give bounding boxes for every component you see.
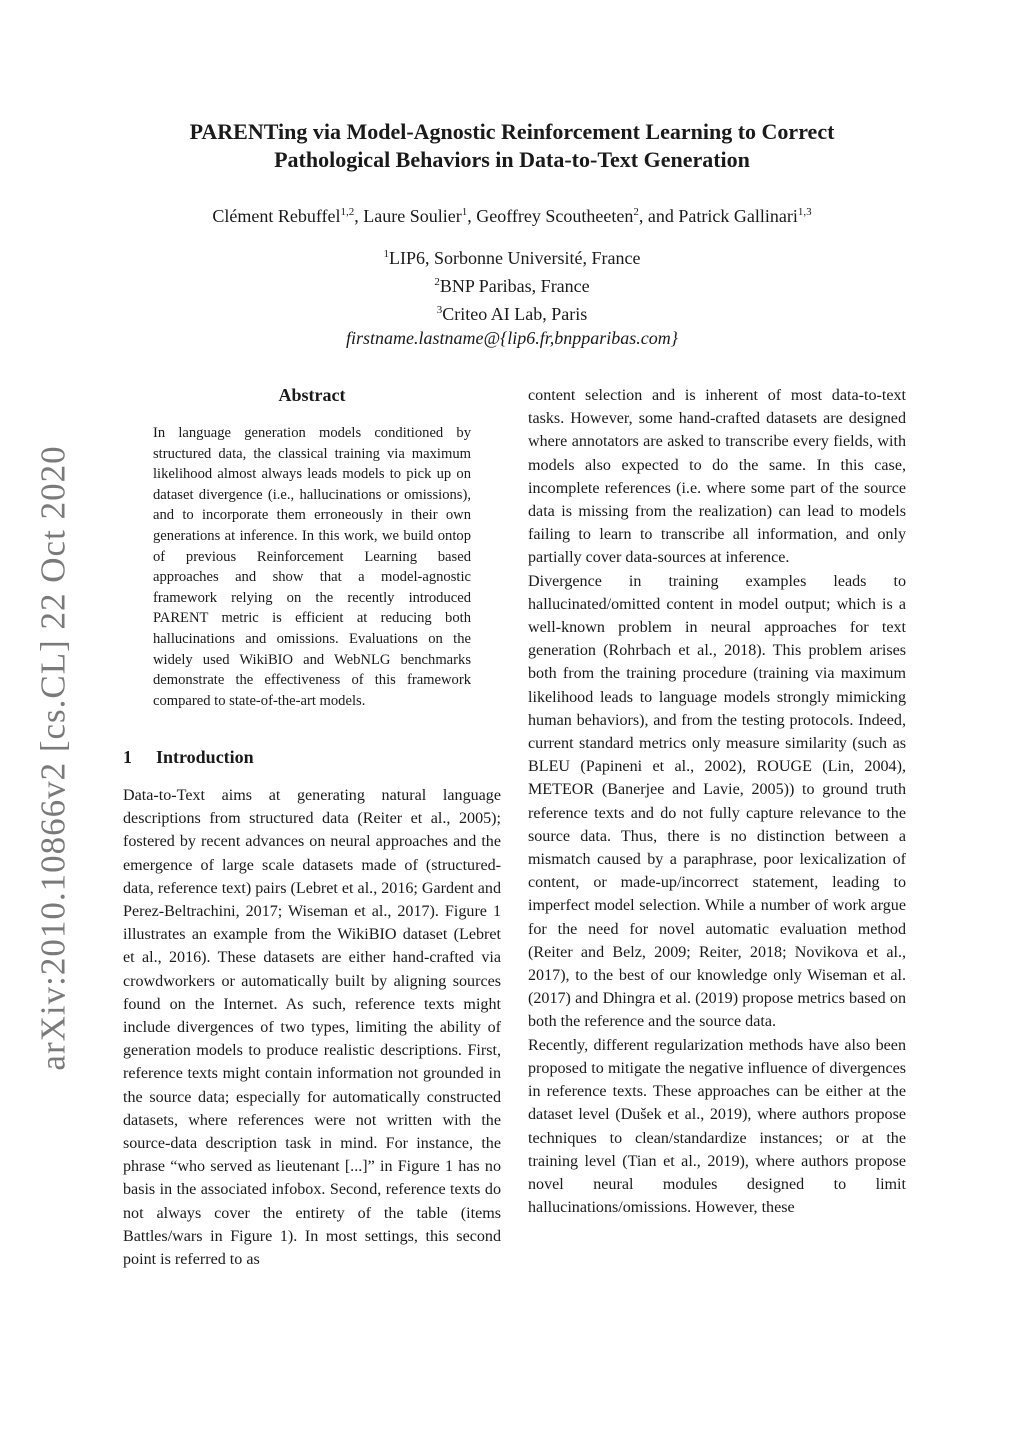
affiliation-mark: 3 bbox=[436, 304, 443, 316]
section-title: Introduction bbox=[156, 747, 254, 767]
author-separator: , and bbox=[638, 206, 679, 226]
affiliation-line bbox=[112, 270, 912, 298]
author-email: firstname.lastname@{lip6.fr,bnpparibas.com} bbox=[346, 328, 678, 348]
author-affiliation-mark: 2 bbox=[633, 206, 639, 218]
affiliation-line bbox=[112, 242, 912, 270]
body-paragraph: Recently, different regularization methods have also been proposed to mitigate the negative influence of divergences in reference texts. These approaches can be either at the dataset level (Dušek et al., 2019), where authors propose techniques to clean/standardize instances; or at the training level (Tian et al., 2019), where authors propose novel neural modules designed to limit hallucinations/omissions. However, these bbox=[528, 1036, 906, 1217]
author-name: Laure Soulier bbox=[363, 206, 462, 226]
affiliation-text: Criteo AI Lab, Paris bbox=[442, 304, 588, 324]
arxiv-id-text: arXiv:2010.10866v2 [cs.CL] 22 Oct 2020 bbox=[34, 445, 74, 1071]
title-line-1: PARENTing via Model-Agnostic Reinforcement Learning to Correct bbox=[189, 119, 835, 144]
affiliation-text: LIP6, Sorbonne Université, France bbox=[389, 248, 641, 268]
affiliation-line bbox=[112, 298, 912, 326]
body-paragraph: Divergence in training examples leads to hallucinated/omitted content in model output; which is a well-known problem in neural approaches for text generation (Rohrbach et al., 2018). This problem arises both from the training procedure (training via maximum likelihood leads to language models strongly mimicking human behaviors), and from the testing protocols. Indeed, current standard metrics only measure similarity (such as BLEU (Papineni et al., 2002), ROUGE (Lin, 2004), METEOR (Banerjee and Lavie, 2005)) to ground truth reference texts and do not fully capture relevance to the source data. Thus, there is no distinction between a mismatch caused by a paraphrase, poor lexicalization of content, or made-up/incorrect statement, leading to imperfect model selection. While a number of work argue for the need for novel automatic evaluation method (Reiter and Belz, 2009; Reiter, 2018; Novikova et al., 2017), to the best of our knowledge only Wiseman et al. (2017) and Dhingra et al. (2019) propose metrics based on both the reference and the source data. bbox=[528, 572, 906, 1031]
author-separator: , bbox=[354, 206, 364, 226]
author-affiliation-mark: 1 bbox=[461, 206, 468, 218]
author-name: Patrick Gallinari bbox=[678, 206, 798, 226]
author-separator: , bbox=[467, 206, 477, 226]
body-paragraph: Data-to-Text aims at generating natural language descriptions from structured data (Reiter et al., 2005); fostered by recent advances on neural approaches and the emergence of large scale datasets made of (structured-data, reference text) pairs (Lebret et al., 2016; Gardent and Perez-Beltrachini, 2017; Wiseman et al., 2017). Figure 1 illustrates an example from the WikiBIO dataset (Lebret et al., 2016). These datasets are either hand-crafted via crowdworkers or automatically built by aligning sources found on the Internet. As such, reference texts might include divergences of two types, limiting the ability of generation models to produce realistic descriptions. First, reference texts might contain information not grounded in the source data; especially for automatically constructed datasets, where references were not written with the source-data description task in mind. For instance, the phrase “who served as lieutenant [...]” in Figure 1 has no basis in the associated infobox. Second, reference texts do not always cover the entirety of the table (items Battles/wars in Figure 1). In most settings, this second point is referred to as bbox=[123, 787, 502, 1269]
title-line-2: Pathological Behaviors in Data-to-Text Generation bbox=[274, 147, 750, 172]
affiliation-list bbox=[112, 242, 912, 350]
author-affiliation-mark: 1,2 bbox=[340, 206, 355, 218]
abstract-text: In language generation models conditioned by structured data, the classical training via maximum likelihood almost always leads models to pick up on dataset divergence (i.e., hallucinations or omissions), and to incorporate them erroneously in their own generations at inference. In this work, we build ontop of previous Reinforcement Learning based approaches and show that a model-agnostic framework relying on the recently introduced PARENT metric is efficient at reducing both hallucinations and omissions. Evaluations on the widely used WikiBIO and WebNLG benchmarks demonstrate the effectiveness of this framework compared to state-of-the-art models. bbox=[153, 425, 471, 709]
abstract-heading: Abstract bbox=[278, 385, 346, 405]
author-list bbox=[112, 200, 912, 228]
right-column-body bbox=[528, 384, 906, 1219]
section-number: 1 bbox=[123, 747, 132, 767]
arxiv-identifier-sidebar bbox=[30, 445, 78, 1071]
body-paragraph: content selection and is inherent of most data-to-text tasks. However, some hand-crafted datasets are designed where annotators are asked to transcribe every fields, with models also expected to do the same. In this case, incomplete references (i.e. where some part of the source data is missing from the realization) can lead to models failing to learn to transcribe all information, and only partially cover data-sources at inference. bbox=[528, 387, 906, 567]
left-column-body bbox=[123, 784, 501, 1271]
paper-title bbox=[112, 118, 912, 174]
affiliation-mark: 1 bbox=[383, 248, 390, 260]
affiliation-text: BNP Paribas, France bbox=[439, 276, 590, 296]
author-name: Geoffrey Scoutheeten bbox=[476, 206, 634, 226]
author-name: Clément Rebuffel bbox=[212, 206, 341, 226]
author-affiliation-mark: 1,3 bbox=[797, 206, 812, 218]
section-heading-introduction bbox=[123, 746, 254, 768]
affiliation-mark: 2 bbox=[434, 276, 440, 288]
